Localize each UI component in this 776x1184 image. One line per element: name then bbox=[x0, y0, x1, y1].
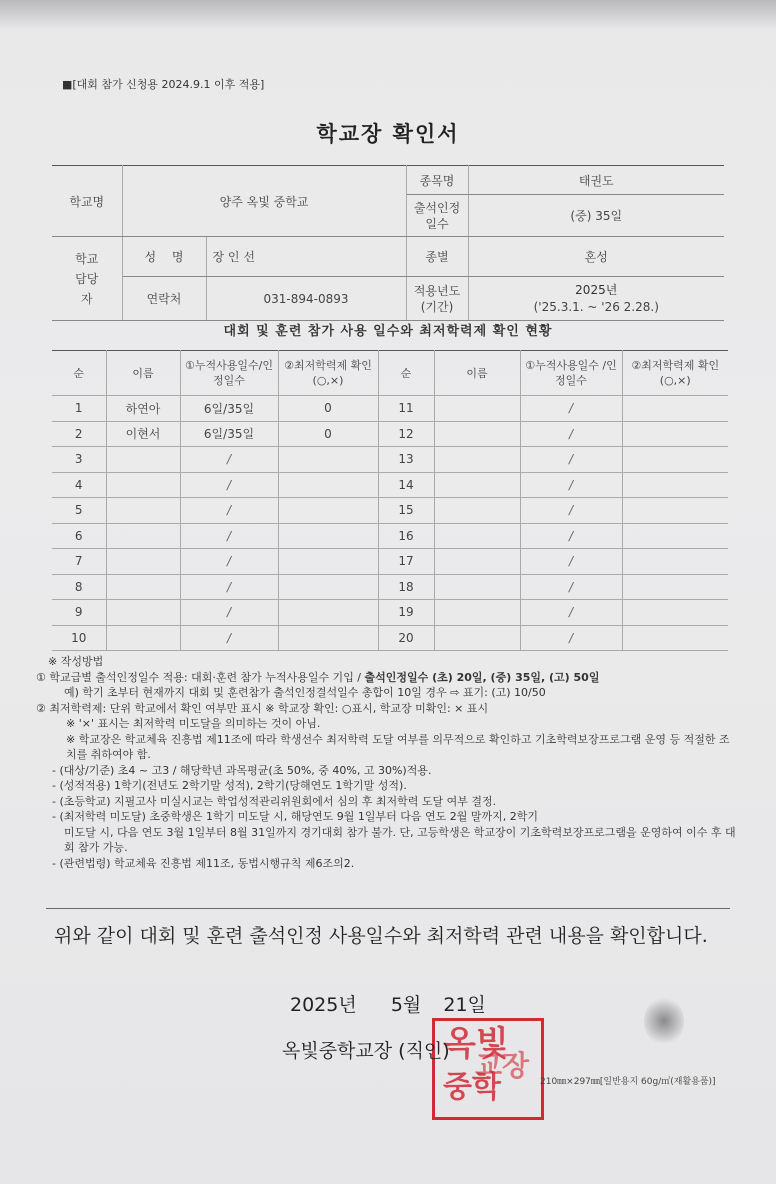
school-manager-label: 학교 담당자 bbox=[52, 237, 122, 321]
contact-value: 031-894-0893 bbox=[206, 277, 406, 321]
table-cell: / bbox=[520, 421, 622, 447]
instruction-1-text: ① 학교급별 출석인정일수 적용: 대회·훈련 참가 누적사용일수 기입 / bbox=[36, 670, 365, 684]
detail-law: - (관련법령) 학교체육 진흥법 제11조, 동법시행규칙 제6조의2. bbox=[52, 856, 355, 870]
column-header: ②최저학력제 확인(○,×) bbox=[622, 351, 728, 396]
instructions-heading: ※ 작성방법 bbox=[48, 655, 104, 668]
issue-date bbox=[290, 990, 486, 1017]
table-cell bbox=[622, 600, 728, 626]
table-cell bbox=[106, 447, 180, 473]
table-cell: 19 bbox=[378, 600, 434, 626]
table-cell bbox=[278, 472, 378, 498]
contact-label: 연락처 bbox=[122, 277, 206, 321]
instruction-2-sub: ※ '×' 표시는 최저학력 미도달을 의미하는 것이 아님. bbox=[66, 717, 321, 730]
table-cell: 7 bbox=[52, 549, 106, 575]
table-cell bbox=[622, 396, 728, 422]
table-row bbox=[52, 600, 728, 626]
table-cell: / bbox=[520, 472, 622, 498]
form-version-note: ■[대회 참가 신청용 2024.9.1 이후 적용] bbox=[62, 78, 265, 91]
gender-value: 혼성 bbox=[468, 237, 724, 277]
notes-divider bbox=[46, 908, 730, 909]
table-cell: / bbox=[520, 396, 622, 422]
official-seal bbox=[432, 1018, 544, 1120]
table-cell bbox=[434, 421, 520, 447]
attendance-days-label: 출석인정 일수 bbox=[406, 195, 468, 237]
table-row bbox=[52, 447, 728, 473]
table-cell: / bbox=[180, 600, 278, 626]
detail-grade-apply: - (성적적용) 1학기(전년도 2학기말 성적), 2학기(당해연도 1학기말 성적). bbox=[52, 779, 407, 792]
table-cell: / bbox=[520, 523, 622, 549]
table-cell: / bbox=[520, 600, 622, 626]
table-cell: / bbox=[520, 498, 622, 524]
principal-signature: 옥빛중학교장 (직인) bbox=[282, 1040, 450, 1062]
table-cell bbox=[434, 600, 520, 626]
date-year: 2025년 bbox=[290, 994, 357, 1016]
table-cell: / bbox=[180, 472, 278, 498]
student-status-table bbox=[52, 350, 728, 651]
instruction-2: ② 최저학력제: 단위 학교에서 확인 여부만 표시 ※ 학교장 확인: ○표시, 학교장 미확인: × 표시 bbox=[36, 701, 489, 715]
year-cell bbox=[468, 277, 724, 321]
table-cell bbox=[622, 421, 728, 447]
school-name-label: 학교명 bbox=[52, 166, 122, 237]
table-cell bbox=[278, 523, 378, 549]
table-cell bbox=[434, 472, 520, 498]
table-cell bbox=[278, 625, 378, 651]
table-cell: 13 bbox=[378, 447, 434, 473]
table-row bbox=[52, 396, 728, 422]
table-cell: / bbox=[180, 625, 278, 651]
table-cell: 11 bbox=[378, 396, 434, 422]
year-value: 2025년 bbox=[575, 282, 618, 297]
detail-min-level-cont: 미도달 시, 다음 연도 3월 1일부터 8월 31일까지 경기대회 참가 불가. 단, 고등학생은 학교장이 기초학력보장프로그램을 운영하여 이수 후 대회 참가 가능. bbox=[64, 825, 736, 854]
detail-elementary: - (초등학교) 지필고사 미실시교는 학업성적관리위원회에서 심의 후 최저학력 도달 여부 결정. bbox=[52, 794, 497, 808]
table-cell: 4 bbox=[52, 472, 106, 498]
column-header: ①누적사용일수 /인정일수 bbox=[520, 351, 622, 396]
school-name-value: 양주 옥빛 중학교 bbox=[122, 166, 406, 237]
sport-label: 종목명 bbox=[406, 166, 468, 195]
table-cell: 이현서 bbox=[106, 421, 180, 447]
column-header: ②최저학력제 확인(○,×) bbox=[278, 351, 378, 396]
year-period: ('25.3.1. ~ '26 2.28.) bbox=[533, 299, 659, 314]
table-cell: / bbox=[180, 549, 278, 575]
table-cell: 2 bbox=[52, 421, 106, 447]
table-cell bbox=[622, 625, 728, 651]
table-cell bbox=[106, 625, 180, 651]
table-cell bbox=[434, 523, 520, 549]
table-cell: 15 bbox=[378, 498, 434, 524]
photo-top-shadow bbox=[0, 0, 776, 30]
table-cell: / bbox=[180, 574, 278, 600]
table-cell bbox=[434, 574, 520, 600]
table-cell: 하연아 bbox=[106, 396, 180, 422]
table-cell bbox=[434, 447, 520, 473]
table-cell: 10 bbox=[52, 625, 106, 651]
table-cell bbox=[622, 549, 728, 575]
redaction-blur bbox=[644, 996, 684, 1046]
table-cell bbox=[622, 523, 728, 549]
table-cell: 6 bbox=[52, 523, 106, 549]
table-cell bbox=[106, 523, 180, 549]
instruction-1-emphasis: 출석인정일수 (초) 20일, (중) 35일, (고) 50일 bbox=[364, 670, 600, 684]
table-cell bbox=[434, 549, 520, 575]
manager-name-value: 장 인 선 bbox=[206, 237, 406, 277]
table-cell bbox=[106, 549, 180, 575]
table-cell bbox=[622, 472, 728, 498]
section-subtitle: 대회 및 훈련 참가 사용 일수와 최저학력제 확인 현황 bbox=[223, 324, 553, 339]
instruction-1-example: 예) 학기 초부터 현재까지 대회 및 훈련참가 출석인정결석일수 총합이 10일 경우 ⇨ 표기: (고) 10/50 bbox=[64, 686, 546, 699]
column-header: 이름 bbox=[434, 351, 520, 396]
seal-char-col3: 교장 bbox=[475, 1049, 530, 1082]
date-day: 21일 bbox=[443, 994, 486, 1016]
paper-spec-note: 210㎜×297㎜[일반용지 60g/㎡(재활용품)] bbox=[540, 1077, 716, 1087]
table-row bbox=[52, 523, 728, 549]
instruction-3: ※ 학교장은 학교체육 진흥법 제11조에 따라 학생선수 최저학력 도달 여부를 의무적으로 확인하고 기초학력보장프로그램 운영 등 적절한 조치를 취하여야 함. bbox=[66, 732, 730, 761]
manager-name-label: 성 명 bbox=[122, 237, 206, 277]
writing-instructions bbox=[36, 654, 740, 871]
table-cell: / bbox=[520, 625, 622, 651]
date-month: 5월 bbox=[390, 994, 422, 1016]
school-info-table bbox=[52, 165, 724, 321]
table-cell: 18 bbox=[378, 574, 434, 600]
table-row bbox=[52, 421, 728, 447]
instruction-1 bbox=[36, 670, 740, 686]
table-cell: 1 bbox=[52, 396, 106, 422]
table-cell: 0 bbox=[278, 396, 378, 422]
table-cell bbox=[434, 498, 520, 524]
page-title: 학교장 확인서 bbox=[316, 122, 460, 146]
table-cell bbox=[622, 498, 728, 524]
detail-min-level: - (최저학력 미도달) 초중학생은 1학기 미도달 시, 해당연도 9월 1일부터 다음 연도 2월 말까지, 2학기 bbox=[52, 810, 539, 823]
table-cell: 12 bbox=[378, 421, 434, 447]
table-cell bbox=[434, 625, 520, 651]
table-cell bbox=[278, 600, 378, 626]
table-cell: 9 bbox=[52, 600, 106, 626]
table-cell bbox=[106, 498, 180, 524]
year-label: 적용년도 (기간) bbox=[406, 277, 468, 321]
table-cell bbox=[434, 396, 520, 422]
table-row bbox=[52, 574, 728, 600]
table-row bbox=[52, 625, 728, 651]
column-header: 순 bbox=[52, 351, 106, 396]
table-cell: 16 bbox=[378, 523, 434, 549]
column-header: 순 bbox=[378, 351, 434, 396]
attendance-days-value: (중) 35일 bbox=[468, 195, 724, 237]
column-header: ①누적사용일수/인정일수 bbox=[180, 351, 278, 396]
table-cell: / bbox=[520, 549, 622, 575]
table-cell bbox=[278, 447, 378, 473]
table-cell: / bbox=[520, 574, 622, 600]
table-cell bbox=[278, 574, 378, 600]
table-cell bbox=[278, 498, 378, 524]
table-row bbox=[52, 498, 728, 524]
table-cell bbox=[622, 574, 728, 600]
table-cell bbox=[106, 600, 180, 626]
table-cell: 17 bbox=[378, 549, 434, 575]
detail-target: - (대상/기준) 초4 ~ 고3 / 해당학년 과목평균(초 50%, 중 40%, 고 30%)적용. bbox=[52, 763, 432, 777]
table-cell: / bbox=[520, 447, 622, 473]
table-cell bbox=[106, 574, 180, 600]
table-cell: 20 bbox=[378, 625, 434, 651]
table-cell bbox=[622, 447, 728, 473]
table-cell: / bbox=[180, 523, 278, 549]
table-cell: / bbox=[180, 447, 278, 473]
table-cell: 8 bbox=[52, 574, 106, 600]
table-cell: 6일/35일 bbox=[180, 421, 278, 447]
table-cell: 6일/35일 bbox=[180, 396, 278, 422]
confirmation-statement: 위와 같이 대회 및 훈련 출석인정 사용일수와 최저학력 관련 내용을 확인합니다. bbox=[54, 925, 708, 947]
table-cell bbox=[106, 472, 180, 498]
column-header: 이름 bbox=[106, 351, 180, 396]
table-row bbox=[52, 549, 728, 575]
table-cell: 5 bbox=[52, 498, 106, 524]
table-cell: 3 bbox=[52, 447, 106, 473]
table-cell bbox=[278, 549, 378, 575]
table-row bbox=[52, 472, 728, 498]
table-cell: / bbox=[180, 498, 278, 524]
seal-char-col1: 옥빛 bbox=[443, 1024, 509, 1064]
seal-char-col2: 중학 bbox=[443, 1070, 501, 1105]
table-cell: 14 bbox=[378, 472, 434, 498]
sport-value: 태권도 bbox=[468, 166, 724, 195]
gender-label: 종별 bbox=[406, 237, 468, 277]
table-cell: 0 bbox=[278, 421, 378, 447]
